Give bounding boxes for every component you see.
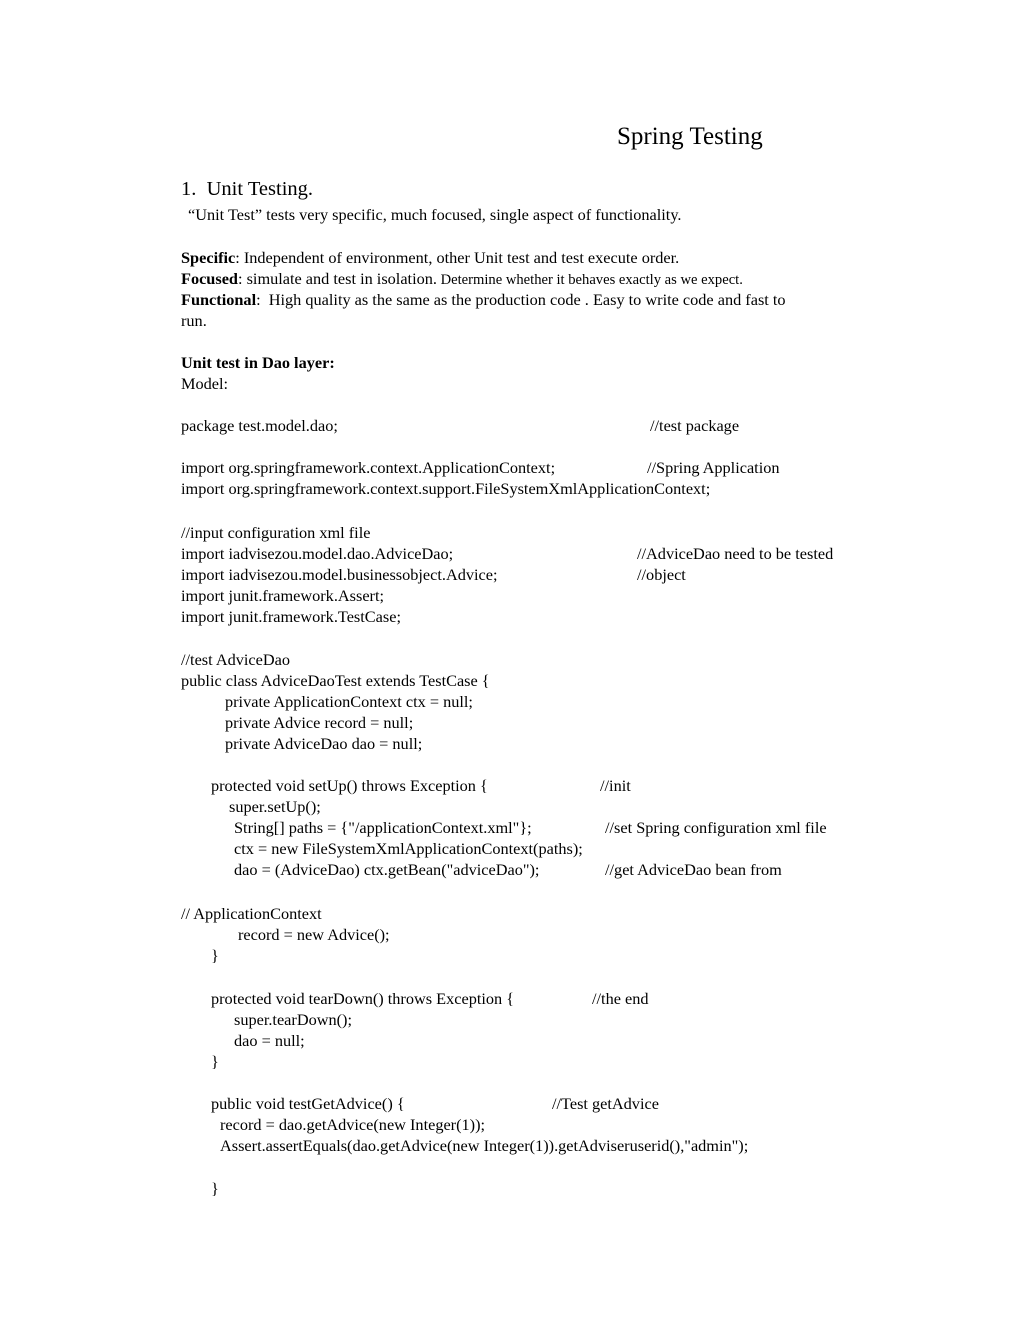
code-import: import org.springframework.context.ApplicationContext; <box>181 458 556 477</box>
code-comment: //test AdviceDao <box>181 650 290 669</box>
section-title: Unit Testing. <box>206 178 314 200</box>
code-brace: } <box>211 946 219 965</box>
def-text: : simulate and test in isolation. <box>237 269 437 288</box>
code-import: import junit.framework.Assert; <box>181 586 385 605</box>
code-field: private ApplicationContext ctx = null; <box>225 692 473 711</box>
def-specific <box>181 248 679 268</box>
code-field: private Advice record = null; <box>225 713 414 732</box>
code-field: private AdviceDao dao = null; <box>225 734 423 753</box>
def-text: : Independent of environment, other Unit test and test execute order. <box>235 248 680 267</box>
intro-text: “Unit Test” tests very specific, much focused, single aspect of functionality. <box>188 205 682 224</box>
code-comment: // ApplicationContext <box>181 904 322 923</box>
code-comment: //AdviceDao need to be tested <box>637 544 834 563</box>
code-statement: Assert.assertEquals(dao.getAdvice(new Integer(1)).getAdviseruserid(),"admin"); <box>220 1136 749 1155</box>
code-statement: String[] paths = {"/applicationContext.xml"}; <box>234 818 532 837</box>
code-statement: super.tearDown(); <box>234 1010 352 1029</box>
model-label: Model: <box>181 374 229 393</box>
code-comment: //set Spring configuration xml file <box>605 818 827 837</box>
code-method-decl: protected void tearDown() throws Exception { <box>211 989 515 1008</box>
code-statement: dao = null; <box>234 1031 305 1050</box>
code-import: import junit.framework.TestCase; <box>181 607 401 626</box>
code-comment: //the end <box>592 989 649 1008</box>
subheading-text: Unit test in Dao layer: <box>181 353 335 372</box>
section-heading <box>181 176 313 202</box>
code-statement: record = dao.getAdvice(new Integer(1)); <box>220 1115 486 1134</box>
def-term: Focused <box>181 269 238 288</box>
code-comment: //init <box>600 776 631 795</box>
code-statement: ctx = new FileSystemXmlApplicationContext(paths); <box>234 839 583 858</box>
code-method-decl: protected void setUp() throws Exception { <box>211 776 488 795</box>
def-text: : High quality as the same as the production code . Easy to write code and fast to <box>256 290 786 309</box>
page-title: Spring Testing <box>617 123 763 150</box>
section-number: 1. <box>181 178 197 200</box>
code-package: package test.model.dao; <box>181 416 338 435</box>
code-comment: //Spring Application <box>647 458 780 477</box>
code-statement: super.setUp(); <box>229 797 321 816</box>
code-brace: } <box>211 1179 219 1198</box>
subheading <box>181 353 335 373</box>
code-brace: } <box>211 1052 219 1071</box>
def-term: Specific <box>181 248 236 267</box>
code-comment: //Test getAdvice <box>552 1094 659 1113</box>
def-small-text: Determine whether it behaves exactly as we expect. <box>436 272 743 288</box>
def-functional-cont: run. <box>181 311 207 330</box>
code-import: import org.springframework.context.support.FileSystemXmlApplicationContext; <box>181 479 711 498</box>
def-term: Functional <box>181 290 257 309</box>
code-statement: dao = (AdviceDao) ctx.getBean("adviceDao"); <box>234 860 540 879</box>
def-functional <box>181 290 786 310</box>
code-import: import iadvisezou.model.dao.AdviceDao; <box>181 544 454 563</box>
code-import: import iadvisezou.model.businessobject.Advice; <box>181 565 498 584</box>
code-comment: //test package <box>650 416 740 435</box>
def-focused <box>181 269 743 290</box>
code-comment: //get AdviceDao bean from <box>605 860 782 879</box>
code-statement: record = new Advice(); <box>238 925 390 944</box>
code-method-decl: public void testGetAdvice() { <box>211 1094 405 1113</box>
code-class-decl: public class AdviceDaoTest extends TestCase { <box>181 671 490 690</box>
code-comment: //input configuration xml file <box>181 523 371 542</box>
code-comment: //object <box>637 565 686 584</box>
